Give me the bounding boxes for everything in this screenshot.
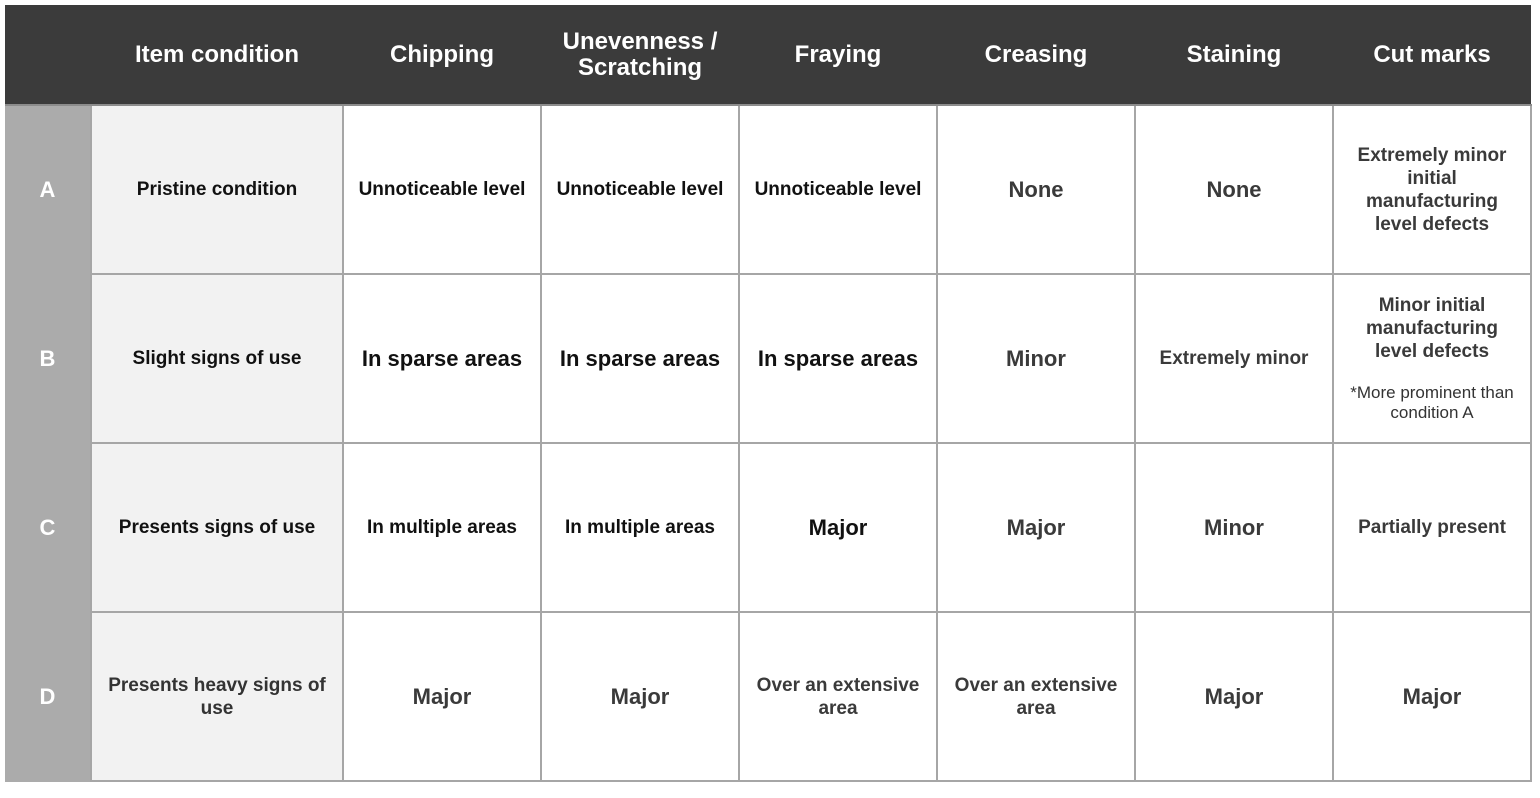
header-chipping: Chipping: [343, 5, 541, 105]
creasing-cell: Major: [937, 443, 1135, 612]
table-row-grade-d: [5, 612, 1531, 781]
staining-cell: None: [1135, 105, 1333, 274]
cut-marks-text: Major: [1402, 684, 1462, 709]
staining-cell: Minor: [1135, 443, 1333, 612]
chipping-cell: In multiple areas: [343, 443, 541, 612]
item-condition-cell: Pristine condition: [91, 105, 343, 274]
fraying-cell: Unnoticeable level: [739, 105, 937, 274]
cut-marks-cell: [1333, 612, 1531, 781]
item-condition-cell: Presents heavy signs of use: [91, 612, 343, 781]
cut-marks-text: Extremely minor initial manufacturing level defects: [1357, 144, 1507, 235]
table-row-grade-c: [5, 443, 1531, 612]
staining-cell: Major: [1135, 612, 1333, 781]
table-row-grade-b: [5, 274, 1531, 443]
fraying-cell: Over an extensive area: [739, 612, 937, 781]
chipping-cell: Major: [343, 612, 541, 781]
fraying-cell: In sparse areas: [739, 274, 937, 443]
creasing-cell: Minor: [937, 274, 1135, 443]
fraying-cell: Major: [739, 443, 937, 612]
unevenness-cell: In sparse areas: [541, 274, 739, 443]
unevenness-cell: In multiple areas: [541, 443, 739, 612]
staining-cell: Extremely minor: [1135, 274, 1333, 443]
grade-label: C: [5, 443, 91, 612]
grade-label: B: [5, 274, 91, 443]
grade-label: A: [5, 105, 91, 274]
header-item-condition: Item condition: [91, 5, 343, 105]
cut-marks-cell: [1333, 443, 1531, 612]
chipping-cell: Unnoticeable level: [343, 105, 541, 274]
cut-marks-text: Partially present: [1358, 517, 1506, 538]
creasing-cell: Over an extensive area: [937, 612, 1135, 781]
header-corner: [5, 5, 91, 105]
chipping-cell: In sparse areas: [343, 274, 541, 443]
cut-marks-text: Minor initial manufacturing level defects: [1366, 295, 1498, 362]
header-staining: Staining: [1135, 5, 1333, 105]
grade-label: D: [5, 612, 91, 781]
condition-grading-table: [5, 5, 1532, 782]
unevenness-cell: Unnoticeable level: [541, 105, 739, 274]
unevenness-cell: Major: [541, 612, 739, 781]
cut-marks-note: *More prominent than condition A: [1350, 383, 1514, 422]
cut-marks-cell: [1333, 105, 1531, 274]
table-body: [5, 105, 1531, 781]
header-creasing: Creasing: [937, 5, 1135, 105]
item-condition-cell: Presents signs of use: [91, 443, 343, 612]
header-fraying: Fraying: [739, 5, 937, 105]
item-condition-cell: Slight signs of use: [91, 274, 343, 443]
header-cut-marks: Cut marks: [1333, 5, 1531, 105]
creasing-cell: None: [937, 105, 1135, 274]
header-unevenness-scratching: Unevenness / Scratching: [541, 5, 739, 105]
table-header: [5, 5, 1531, 105]
header-row: [5, 5, 1531, 105]
table-row-grade-a: [5, 105, 1531, 274]
cut-marks-cell: [1333, 274, 1531, 443]
